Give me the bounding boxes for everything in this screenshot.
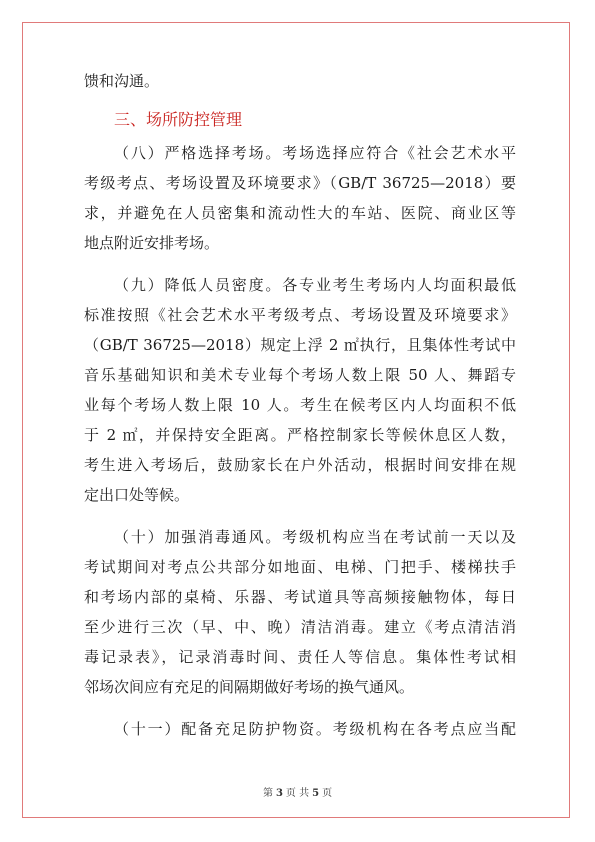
paragraph-line: 和考场内部的桌椅、乐器、考试道具等高频接触物体，每日 [84, 588, 516, 606]
paragraph-line: 考级考点、考场设置及环境要求》（GB/T 36725—2018）要 [84, 174, 516, 192]
page-total: 5 [312, 788, 320, 799]
paragraph-line: 考生进入考场后，鼓励家长在户外活动，根据时间安排在规 [84, 456, 516, 474]
paragraph-line: （十）加强消毒通风。考级机构应当在考试前一天以及 [114, 528, 516, 546]
paragraph-line: 业每个考场人数上限 10 人。考生在候考区内人均面积不低 [84, 396, 516, 414]
paragraph-line: 定出口处等候。 [84, 486, 190, 504]
paragraph-line: 音乐基础知识和美术专业每个考场人数上限 50 人、舞蹈专 [84, 366, 516, 384]
document-body [84, 66, 516, 744]
paragraph-line: 地点附近安排考场。 [84, 234, 220, 252]
page-footer [0, 784, 595, 799]
footer-prefix: 第 [262, 788, 273, 799]
footer-suffix: 页 [322, 788, 333, 799]
page-number: 3 [275, 788, 283, 799]
paragraph-line: 考试期间对考点公共部分如地面、电梯、门把手、楼梯扶手 [84, 558, 516, 576]
paragraph-9 [84, 270, 516, 510]
paragraph-line: 标准按照《社会艺术水平考级考点、考场设置及环境要求》 [84, 306, 516, 324]
paragraph-line: （九）降低人员密度。各专业考生考场内人均面积最低 [114, 276, 516, 294]
paragraph-line: （八）严格选择考场。考场选择应符合《社会艺术水平 [114, 144, 516, 162]
paragraph-line: （GB/T 36725—2018）规定上浮 2 ㎡执行，且集体性考试中 [84, 336, 516, 354]
paragraph-line: 至少进行三次（早、中、晚）清洁消毒。建立《考点清洁消 [84, 618, 516, 636]
paragraph-8 [84, 138, 516, 258]
paragraph-line: 毒记录表》，记录消毒时间、责任人等信息。集体性考试相 [84, 648, 516, 666]
paragraph-line: 邻场次间应有充足的间隔期做好考场的换气通风。 [84, 678, 415, 696]
paragraph-11 [84, 714, 516, 744]
paragraph-line: 求，并避免在人员密集和流动性大的车站、医院、商业区等 [84, 204, 516, 222]
paragraph-line: （十一）配备充足防护物资。考级机构在各考点应当配 [114, 720, 516, 738]
footer-middle: 页 共 [285, 788, 310, 799]
paragraph-10 [84, 522, 516, 702]
section-heading: 三、场所防控管理 [114, 110, 243, 129]
paragraph-line: 于 2 ㎡，并保持安全距离。严格控制家长等候休息区人数， [84, 426, 516, 444]
continuation-line: 馈和沟通。 [84, 72, 160, 90]
